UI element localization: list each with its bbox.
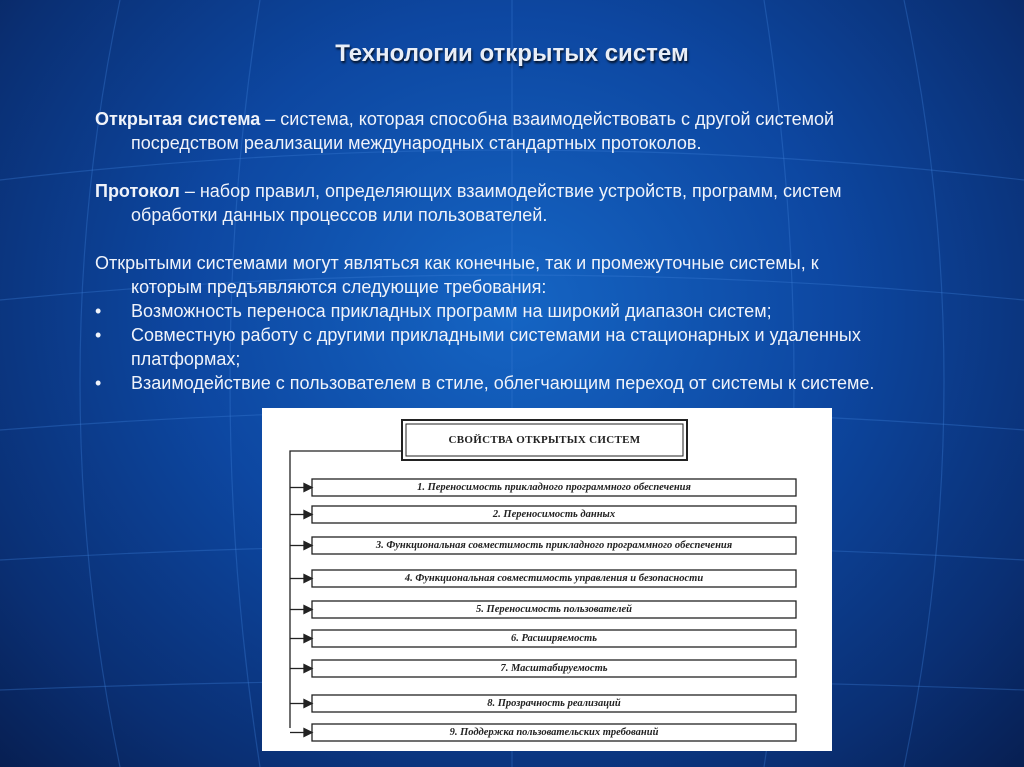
diagram-item: 2. Переносимость данных	[492, 509, 616, 520]
list-item	[95, 323, 955, 371]
bullet-icon: •	[95, 373, 102, 393]
bullet-icon: •	[95, 325, 102, 345]
arrow-right-icon	[304, 665, 312, 673]
properties-diagram	[262, 408, 832, 751]
arrow-right-icon	[304, 575, 312, 583]
arrow-right-icon	[304, 606, 312, 614]
definition-protocol-continuation: обработки данных процессов или пользователей.	[131, 205, 548, 225]
diagram-item: 8. Прозрачность реализаций	[487, 698, 621, 709]
list-item-text: Взаимодействие с пользователем в стиле, облегчающим переход от системы к системе.	[131, 373, 875, 393]
page-title: Технологии открытых систем	[335, 40, 689, 67]
list-item-text: Совместную работу с другими прикладными системами на стационарных и удаленных	[131, 325, 861, 345]
arrow-right-icon	[304, 729, 312, 737]
requirements-intro: Открытыми системами могут являться как конечные, так и промежуточные системы, к	[95, 253, 819, 273]
diagram-item: 5. Переносимость пользователей	[476, 604, 632, 615]
diagram-item: 3. Функциональная совместимость прикладного программного обеспечения	[375, 540, 733, 551]
definition-protocol-text: – набор правил, определяющих взаимодействие устройств, программ, систем	[179, 181, 842, 201]
arrow-right-icon	[304, 484, 312, 492]
requirements-block	[95, 251, 955, 395]
list-item	[95, 371, 955, 395]
definition-open-system-continuation: посредством реализации международных стандартных протоколов.	[131, 133, 702, 153]
definition-open-system	[95, 107, 955, 155]
diagram-item: 4. Функциональная совместимость управления и безопасности	[404, 573, 704, 584]
arrow-right-icon	[304, 542, 312, 550]
requirements-intro-continuation: которым предъявляются следующие требования:	[131, 277, 547, 297]
diagram-item: 6. Расширяемость	[511, 633, 597, 644]
diagram-title: СВОЙСТВА ОТКРЫТЫХ СИСТЕМ	[448, 434, 641, 446]
arrow-right-icon	[304, 511, 312, 519]
list-item-text-continuation: платформах;	[131, 349, 241, 369]
definition-open-system-text: – система, которая способна взаимодействовать с другой системой	[260, 109, 835, 129]
bullet-icon: •	[95, 301, 102, 321]
arrow-right-icon	[304, 635, 312, 643]
definition-protocol	[95, 179, 955, 227]
arrow-right-icon	[304, 700, 312, 708]
diagram-item: 1. Переносимость прикладного программного обеспечения	[417, 482, 691, 493]
list-item	[95, 299, 955, 323]
list-item-text: Возможность переноса прикладных программ на широкий диапазон систем;	[131, 301, 772, 321]
term-protocol: Протокол	[95, 181, 180, 201]
term-open-system: Открытая система	[95, 109, 261, 129]
diagram-item: 9. Поддержка пользовательских требований	[449, 727, 659, 738]
diagram-item: 7. Масштабируемость	[500, 663, 608, 674]
